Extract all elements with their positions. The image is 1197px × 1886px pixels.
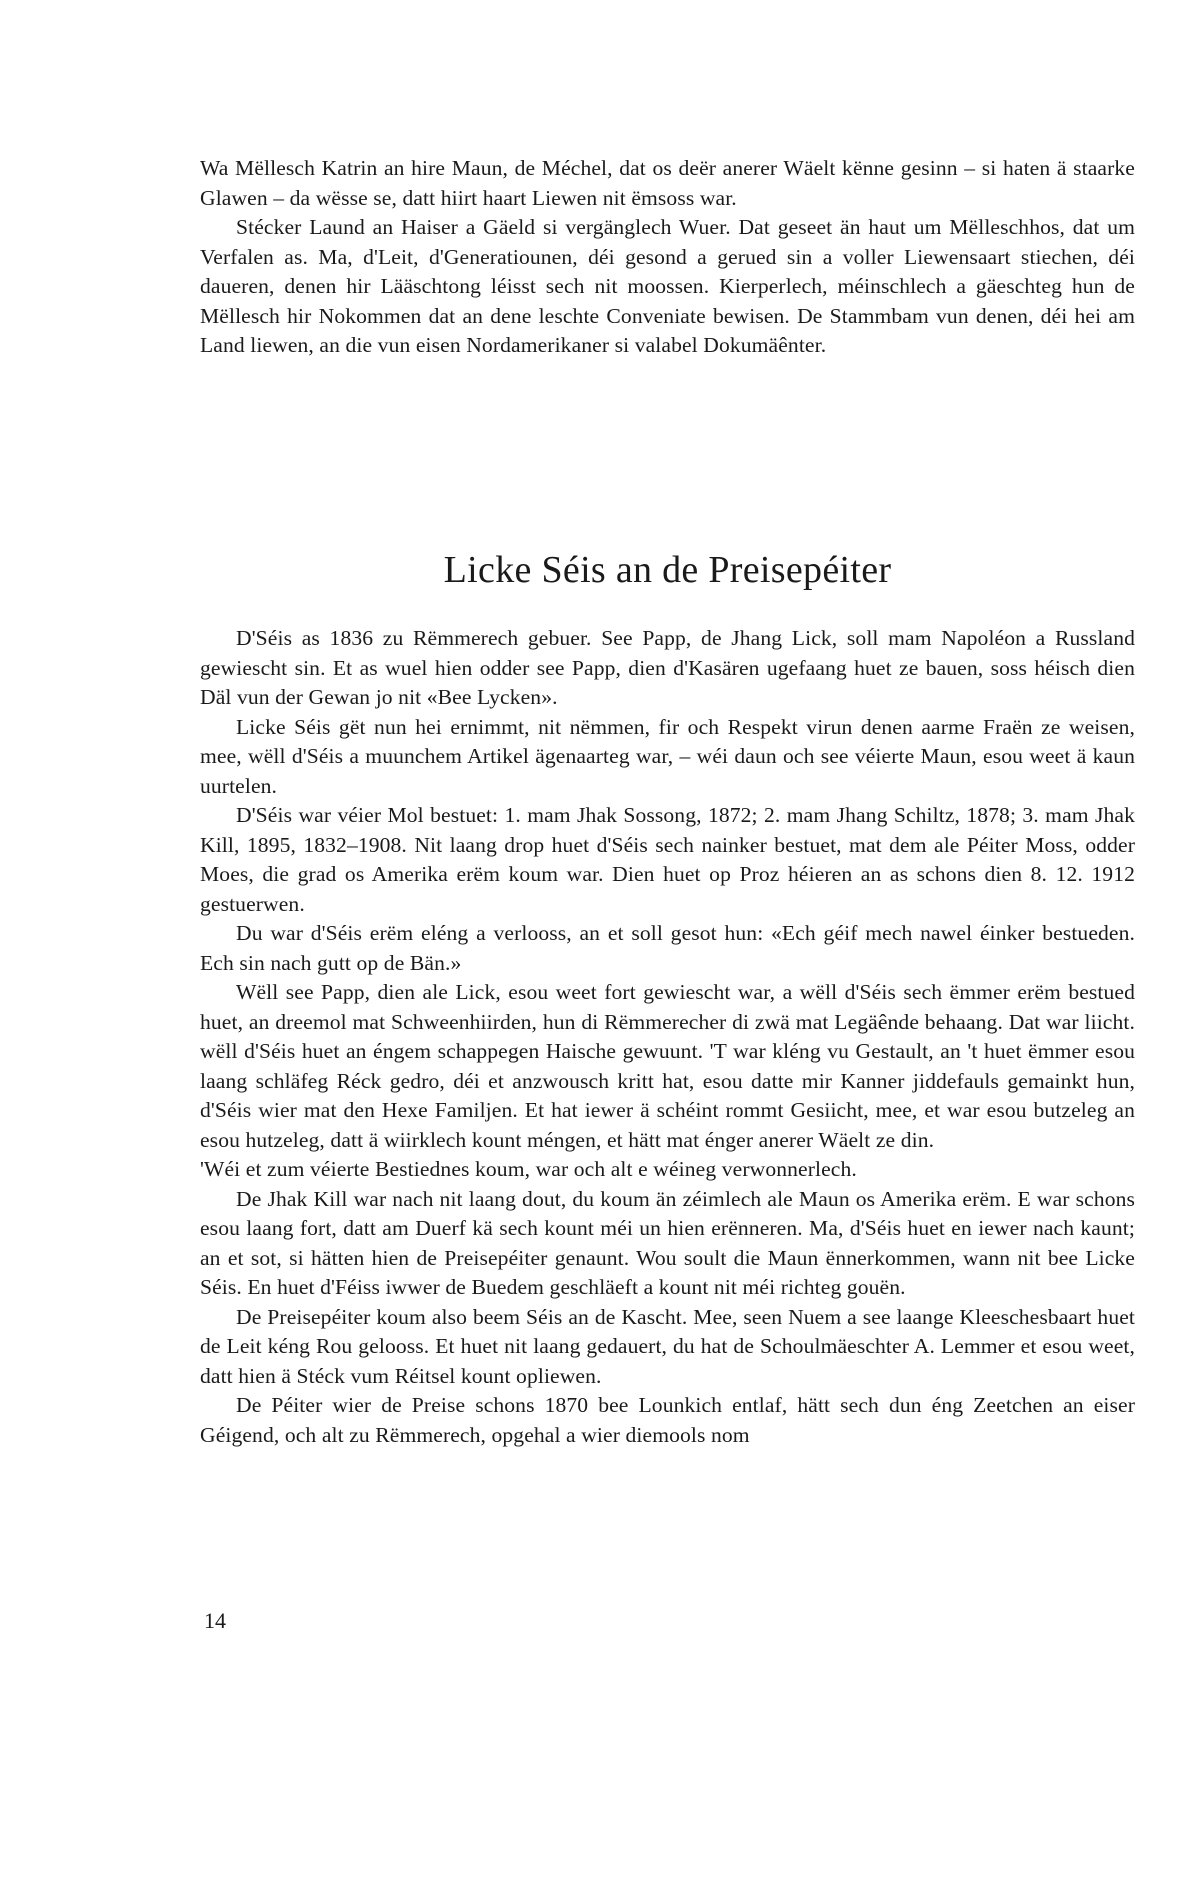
- paragraph: Stécker Laund an Haiser a Gäeld si vergänglech Wuer. Dat geseet än haut um Mëlleschhos, dat um Verfalen as. Ma, d'Leit, d'Generatiounen, déi gesond a gerued sin a voller Liewensaart stiechen, déi daueren, denen hir Lääschtong léisst sech nit moossen. Kierperlech, méinschlech a gäeschteg hun de Mëllesch hir Nokommen dat an dene leschte Conveniate bewisen. De Stammbam vun denen, déi hei am Land liewen, an die vun eisen Nordamerikaner si valabel Dokumäênter.: [200, 215, 1135, 357]
- paragraph: Du war d'Séis erëm eléng a verlooss, an et soll gesot hun: «Ech géif mech nawel éinker bestueden. Ech sin nach gutt op de Bän.»: [200, 921, 1135, 975]
- paragraph: Wa Mëllesch Katrin an hire Maun, de Méchel, dat os deër anerer Wäelt kënne gesinn – si haten ä staarke Glawen – da wësse se, datt hiirt haart Liewen nit ëmsoss war.: [200, 156, 1135, 210]
- paragraph: Licke Séis gët nun hei ernimmt, nit nëmmen, fir och Respekt virun denen aarme Fraën ze weisen, mee, wëll d'Séis a muunchem Artikel ägenaarteg war, – wéi daun och see véierte Maun, esou weet ä kaun uurtelen.: [200, 714, 1135, 798]
- chapter-text-block: [200, 624, 1135, 1450]
- paragraph: D'Séis as 1836 zu Rëmmerech gebuer. See Papp, de Jhang Lick, soll mam Napoléon a Russland gewiescht sin. Et as wuel hien odder see Papp, dien d'Kasären ugefaang huet ze bauen, soss héisch dien Däl vun der Gewan jo nit «Bee Lycken».: [200, 626, 1135, 709]
- intro-text-block: [200, 154, 1135, 361]
- paragraph: 'Wéi et zum véierte Bestiednes koum, war och alt e wéineg verwonnerlech.: [200, 1157, 857, 1181]
- paragraph: De Péiter wier de Preise schons 1870 bee Lounkich entlaf, hätt sech dun éng Zeetchen an eiser Géigend, och alt zu Rëmmerech, opgehal a wier diemools nom: [200, 1393, 1135, 1447]
- page-number: 14: [204, 1608, 226, 1633]
- paragraph: De Preisepéiter koum also beem Séis an de Kascht. Mee, seen Nuem a see laange Kleeschesbaart huet de Leit kéng Rou gelooss. Et huet nit laang gedauert, du hat de Schoulmäeschter A. Lemmer et esou weet, datt hien ä Stéck vum Réitsel kount opliewen.: [200, 1304, 1135, 1388]
- paragraph: Wëll see Papp, dien ale Lick, esou weet fort gewiescht war, a wëll d'Séis sech ëmmer erëm bestued huet, an dreemol mat Schweenhiirden, hun di Rëmmerecher di zwä mat Legäênde behaang. Dat war liicht. wëll d'Séis huet an éngem schappegen Haische gewuunt. 'T war kléng vu Gestault, an 't huet ëmmer esou laang schläfeg Réck gedro, déi et anzwousch kritt hat, esou datte mir Kanner jiddefauls gemainkt hun, d'Séis wier mat den Hexe Familjen. Et hat iewer ä schéint rommt Gesiicht, mee, et war esou butzeleg an esou hutzeleg, datt ä wiirklech kount méngen, et hätt mat énger anerer Wäelt ze din.: [200, 980, 1135, 1152]
- paragraph: De Jhak Kill war nach nit laang dout, du koum än zéimlech ale Maun os Amerika erëm. E war schons esou laang fort, datt am Duerf kä sech kount méi un hien erënneren. Ma, d'Séis huet en iewer nach kaunt; an et sot, si hätten hien de Preisepéiter genaunt. Wou soult die Maun ënnerkommen, wann nit bee Licke Séis. En huet d'Féiss iwwer de Buedem geschläeft a kount nit méi richteg gouën.: [200, 1186, 1135, 1299]
- paragraph: D'Séis war véier Mol bestuet: 1. mam Jhak Sossong, 1872; 2. mam Jhang Schiltz, 1878; 3. mam Jhak Kill, 1895, 1832–1908. Nit laang drop huet d'Séis sech nainker bestuet, mat dem ale Péiter Moss, odder Moes, die grad os Amerika erëm koum war. Dien huet op Proz héieren an as schons dien 8. 12. 1912 gestuerwen.: [200, 803, 1135, 916]
- chapter-title: Licke Séis an de Preisepéiter: [443, 549, 892, 591]
